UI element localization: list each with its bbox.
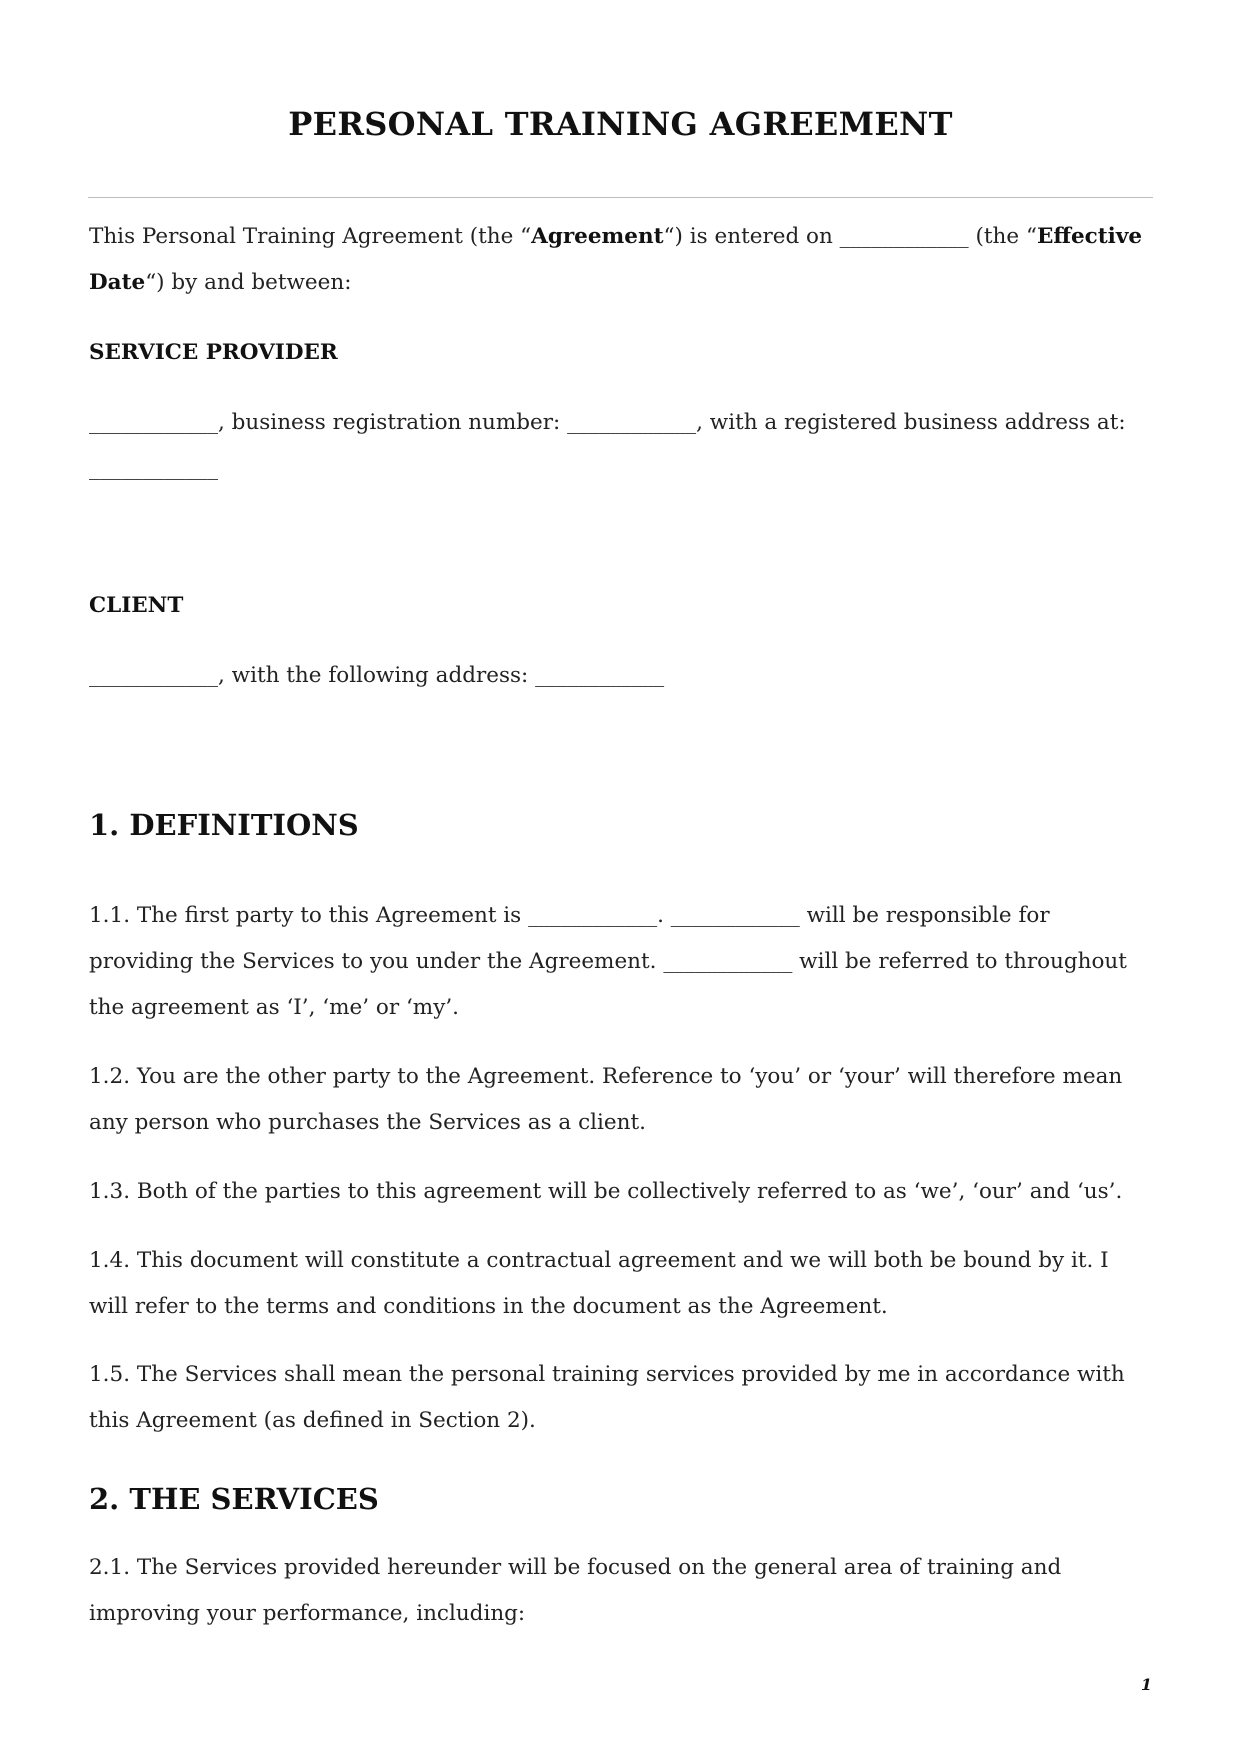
first-party-blank: ____________	[663, 949, 793, 974]
client-name-blank: ____________	[89, 663, 218, 688]
definitions-heading: 1. DEFINITIONS	[89, 808, 359, 842]
agreement-term: Agreement	[531, 224, 664, 249]
service-provider-label: SERVICE PROVIDER	[89, 340, 338, 365]
provider-text: , business registration number:	[218, 410, 568, 435]
first-party-blank: ____________	[670, 903, 800, 928]
provider-text: , with a registered business address at:	[696, 410, 1126, 435]
clause-1-4: 1.4. This document will constitute a contractual agreement and we will both be bound by it. I will refer to the terms and conditions in the document as the Agreement.	[89, 1248, 1109, 1319]
clause-1-5: 1.5. The Services shall mean the personal training services provided by me in accordance with this Agreement (as defined in Section 2).	[89, 1362, 1125, 1433]
intro-text: “) is entered on	[663, 224, 840, 249]
clause-text: will be responsible for providing the Services to you under the Agreement.	[89, 903, 1050, 974]
clause-1-1	[89, 893, 1149, 1031]
clause-1-2: 1.2. You are the other party to the Agreement. Reference to ‘you’ or ‘your’ will therefore mean any person who purchases the Services as a client.	[89, 1064, 1123, 1135]
clause-text: .	[657, 903, 671, 928]
intro-text: “) by and between:	[145, 270, 352, 295]
service-provider-details	[89, 400, 1149, 492]
provider-name-blank: ____________	[89, 410, 218, 435]
clause-1-3: 1.3. Both of the parties to this agreement will be collectively referred to as ‘we’, ‘our’ and ‘us’.	[89, 1179, 1123, 1204]
intro-paragraph	[89, 214, 1149, 306]
client-text: , with the following address:	[218, 663, 536, 688]
clause-2-1: 2.1. The Services provided hereunder will be focused on the general area of training and improving your performance, including:	[89, 1555, 1062, 1626]
clause-text: 1.1. The first party to this Agreement is	[89, 903, 529, 928]
registration-number-blank: ____________	[567, 410, 697, 435]
effective-date-term: Effective Date	[89, 224, 1143, 295]
intro-text: (the “	[968, 224, 1037, 249]
document-title: PERSONAL TRAINING AGREEMENT	[288, 105, 953, 143]
first-party-blank: ____________	[528, 903, 658, 928]
title-divider	[88, 197, 1153, 198]
intro-text: This Personal Training Agreement (the “	[89, 224, 532, 249]
client-details	[89, 653, 1149, 699]
provider-address-blank: ____________	[89, 456, 218, 481]
services-heading: 2. THE SERVICES	[89, 1482, 379, 1516]
client-label: CLIENT	[89, 593, 184, 618]
effective-date-blank: ____________	[839, 224, 969, 249]
client-address-blank: ____________	[535, 663, 665, 688]
clause-text: will be referred to throughout the agreement as ‘I’, ‘me’ or ‘my’.	[89, 949, 1127, 1020]
page-number: 1	[1140, 1675, 1152, 1694]
